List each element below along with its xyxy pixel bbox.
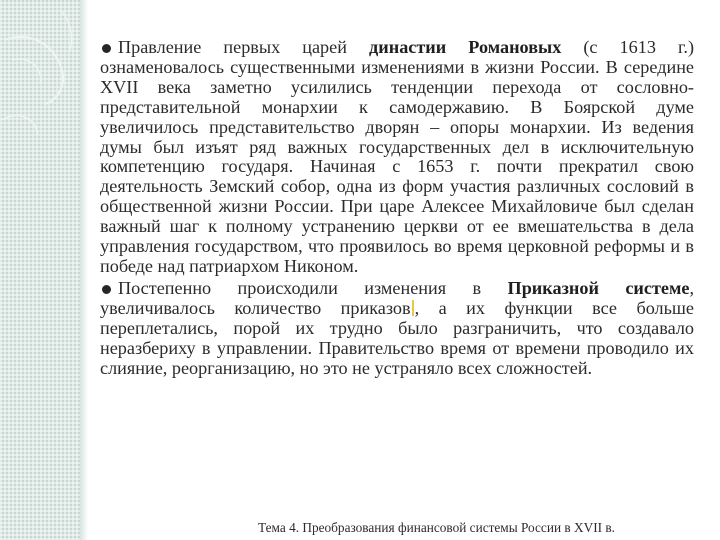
sidebar-edge xyxy=(80,0,88,540)
paragraph-romanov-dynasty xyxy=(100,38,694,277)
bullet-icon xyxy=(102,44,111,53)
text-run: Правление первых царей xyxy=(118,37,370,57)
text-run: , увеличивалось количество приказов xyxy=(100,277,695,318)
text-run: , а их функции все больше переплетались, порой их трудно было разграничить, что создавало неразбериху в управлении. Правительство время от времени проводило их слияние, реорганизацию, но это не устраняло всех сложностей. xyxy=(100,297,695,378)
bold-term-romanov-dynasty: династии Романовых xyxy=(369,37,562,57)
decorative-sidebar xyxy=(0,0,80,540)
text-run: Постепенно происходили изменения в xyxy=(118,277,508,298)
paragraph-text xyxy=(100,279,694,379)
paragraph-prikaz-system xyxy=(100,279,694,379)
sidebar-swirl-graphic xyxy=(0,0,80,540)
bold-term-prikaz-system: Приказной системе xyxy=(507,277,690,298)
footnote-link[interactable] xyxy=(412,300,414,316)
text-run: (с 1613 г.) ознаменовалось существенными изменениями в жизни России. В середине XVII века заметно усилились тенденции перехода от сословно-представительной монархии к самодержавию. В Боярской думе увеличилось представительство дворян – опоры монархии. Из ведения думы был изъят ряд важных государственных дел в исключительную компетенцию государя. Начиная с 1653 г. почти прекратил свою деятельность Земский собор, одна из форм участия различных сословий в общественной жизни России. При царе Алексее Михайловиче был сделан важный шаг к полному устранению церкви от ее вмешательства в дела управления государством, что проявилось во время церковной реформы и в победе над патриархом Никоном. xyxy=(100,37,695,276)
paragraph-text xyxy=(100,38,694,277)
slide-content xyxy=(100,38,694,380)
bullet-icon xyxy=(102,285,111,294)
slide-footer: Тема 4. Преобразования финансовой системы России в XVII в. xyxy=(258,520,615,535)
